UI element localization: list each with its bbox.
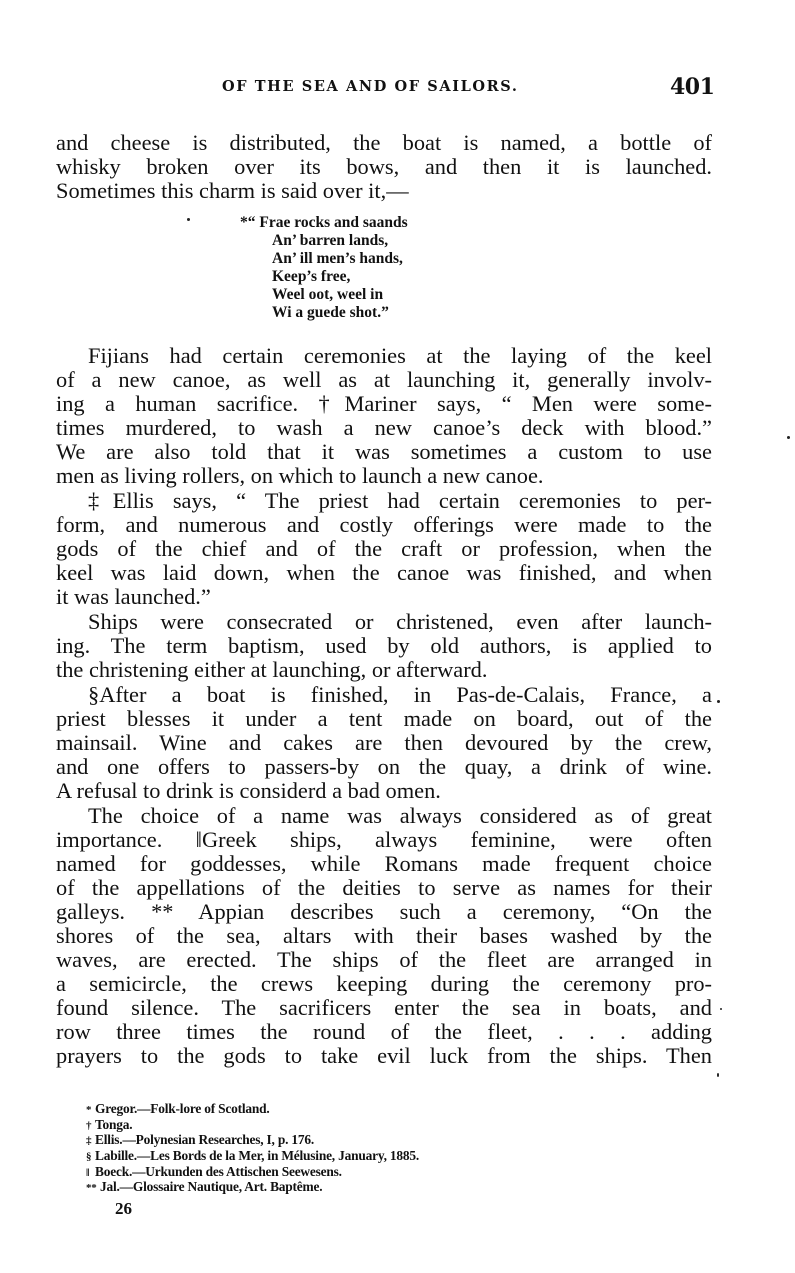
footnote-mark: ‖ [86, 1167, 90, 1179]
body-line: form, and numerous and costly offerings were made to the [56, 512, 712, 537]
body-line: men as living rollers, on which to launch a new canoe. [56, 463, 544, 488]
body-line: a semicircle, the crews keeping during the ceremony pro- [56, 971, 712, 996]
verse-line: Keep’s free, [272, 268, 351, 285]
footnote-mark: * [86, 1104, 92, 1116]
body-line: galleys. ** Appian describes such a ceremony, “On the [56, 899, 712, 924]
body-line: ing. The term baptism, used by old authors, is applied to [56, 633, 712, 658]
footnote [86, 1179, 322, 1196]
body-line: §After a boat is finished, in Pas-de-Calais, France, a [88, 682, 712, 707]
footnote-text: Labille.—Les Bords de la Mer, in Mélusine, January, 1885. [95, 1148, 420, 1163]
body-line: whisky broken over its bows, and then it is launched. [56, 154, 712, 179]
verse-line: Weel oot, weel in [272, 286, 384, 303]
verse-line: An’ ill men’s hands, [272, 250, 403, 267]
signature-mark: 26 [115, 1199, 132, 1218]
body-line: times murdered, to wash a new canoe’s deck with blood.” [56, 415, 712, 440]
body-line: waves, are erected. The ships of the fleet are arranged in [56, 947, 712, 972]
footnote-mark: † [86, 1120, 92, 1132]
body-line: prayers to the gods to take evil luck from the ships. Then [56, 1043, 712, 1068]
body-line: The choice of a name was always considered as of great [88, 803, 712, 828]
print-speck [187, 218, 190, 221]
footnote [86, 1101, 270, 1118]
body-line: Ships were consecrated or christened, even after launch- [88, 609, 712, 634]
footnote [86, 1148, 419, 1165]
body-line: named for goddesses, while Romans made frequent choice [56, 851, 712, 876]
body-line: A refusal to drink is considerd a bad omen. [56, 778, 441, 803]
body-line: mainsail. Wine and cakes are then devoured by the crew, [56, 730, 712, 755]
body-line: it was launched.” [56, 584, 211, 609]
body-line: the christening either at launching, or afterward. [56, 657, 488, 682]
body-line: ‡Ellis says, “ The priest had certain ceremonies to per- [88, 488, 712, 513]
footnote [86, 1132, 314, 1149]
body-line: ing a human sacrifice. †Mariner says, “ Men were some- [56, 391, 712, 416]
print-speck [787, 436, 790, 439]
footnote-mark: ‡ [86, 1135, 92, 1147]
body-line: of the appellations of the deities to serve as names for their [56, 875, 712, 900]
footnote-text: Gregor.—Folk-lore of Scotland. [95, 1101, 270, 1116]
running-header: OF THE SEA AND OF SAILORS. [222, 78, 519, 95]
print-speck [717, 700, 720, 703]
body-line: row three times the round of the fleet, . . . adding [56, 1019, 712, 1044]
verse-line: Wi a guede shot.” [272, 304, 389, 321]
print-speck [720, 1008, 722, 1010]
body-line: shores of the sea, altars with their bases washed by the [56, 923, 712, 948]
body-line: of a new canoe, as well as at launching it, generally involv- [56, 367, 712, 392]
footnote-text: Boeck.—Urkunden des Attischen Seewesens. [95, 1164, 342, 1179]
body-line: We are also told that it was sometimes a custom to use [56, 439, 712, 464]
footnote-mark: ** [86, 1182, 97, 1194]
body-line: keel was laid down, when the canoe was finished, and when [56, 560, 712, 585]
body-line: importance. ‖Greek ships, always feminine, were often [56, 827, 712, 852]
body-line: Sometimes this charm is said over it,— [56, 178, 409, 203]
footnote-mark: § [86, 1151, 92, 1163]
body-line: priest blesses it under a tent made on board, out of the [56, 706, 712, 731]
verse-line: *“ Frae rocks and saands [240, 214, 408, 231]
body-line: and one offers to passers-by on the quay, a drink of wine. [56, 754, 712, 779]
print-speck [717, 1073, 719, 1077]
footnote-text: Tonga. [95, 1117, 133, 1132]
body-line: Fijians had certain ceremonies at the laying of the keel [88, 343, 712, 368]
body-line: gods of the chief and of the craft or profession, when the [56, 536, 712, 561]
page-number: 401 [670, 74, 715, 100]
body-line: found silence. The sacrificers enter the sea in boats, and [56, 995, 712, 1020]
body-line: and cheese is distributed, the boat is named, a bottle of [56, 130, 712, 155]
verse-line: An’ barren lands, [272, 232, 389, 249]
footnote-text: Ellis.—Polynesian Researches, I, p. 176. [95, 1132, 315, 1147]
footnote-text: Jal.—Glossaire Nautique, Art. Baptême. [100, 1179, 323, 1194]
